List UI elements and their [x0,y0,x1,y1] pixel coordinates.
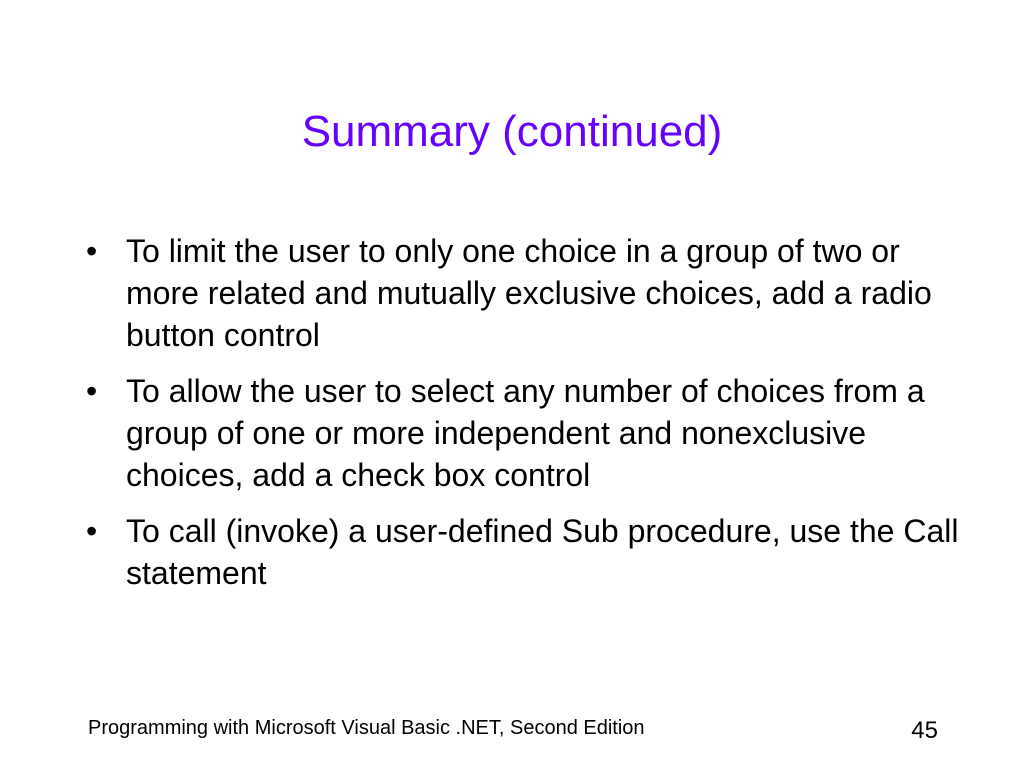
bullet-marker: • [86,373,98,409]
footer-book-title: Programming with Microsoft Visual Basic .NET, Second Edition [88,717,645,739]
bullet-item [86,230,966,356]
page-number: 45 [911,717,938,744]
bullet-item [86,510,966,594]
slide-title: Summary (continued) [301,107,723,156]
bullet-list [86,230,966,608]
bullet-text: To call (invoke) a user-defined Sub procedure, use the Call statement [126,513,959,591]
bullet-marker: • [86,513,98,549]
bullet-marker: • [86,233,98,269]
bullet-text: To allow the user to select any number of choices from a group of one or more independent and nonexclusive choices, add a check box control [126,373,925,493]
bullet-text: To limit the user to only one choice in a group of two or more related and mutually exclusive choices, add a radio button control [126,233,932,353]
bullet-item [86,370,966,496]
